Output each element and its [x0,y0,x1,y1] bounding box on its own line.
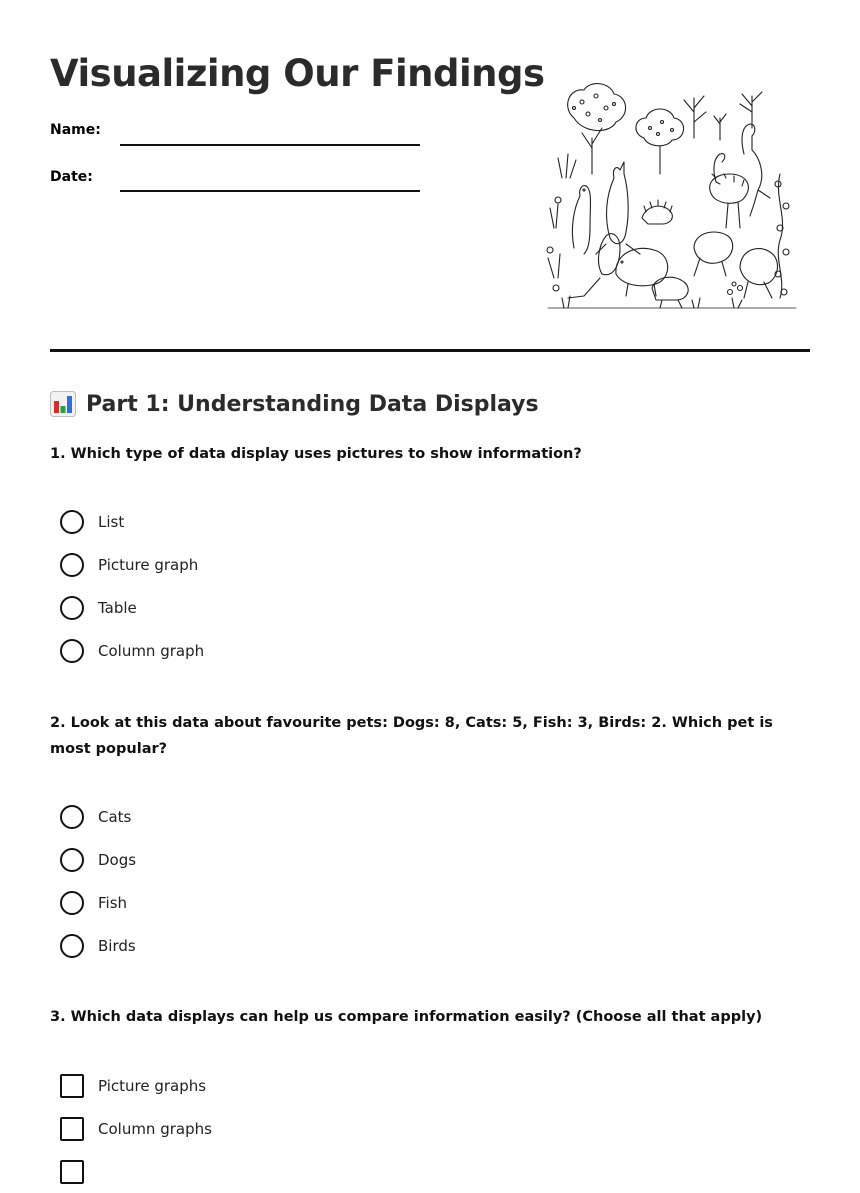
question-3-options [60,1064,212,1193]
option-dogs[interactable] [60,838,136,881]
option-cats[interactable] [60,795,136,838]
worksheet-title: Visualizing Our Findings [50,52,545,95]
radio-button[interactable] [60,805,84,829]
date-label: Date: [50,169,93,185]
option-table[interactable] [60,586,204,629]
option-label: Birds [98,936,136,955]
option-label: Fish [98,893,128,912]
question-3: 3. Which data displays can help us compare information easily? (Choose all that apply) [50,1009,763,1025]
option-label: Table [98,598,137,617]
option-birds[interactable] [60,924,136,967]
option-label: Cats [98,807,132,826]
section-divider [50,349,810,352]
date-input-line[interactable] [120,190,420,192]
option-label: Picture graphs [98,1076,207,1095]
question-1-options [60,500,204,672]
option-list[interactable] [60,500,204,543]
question-2-options [60,795,136,967]
animals-illustration [544,78,800,314]
option-column-graphs[interactable] [60,1107,212,1150]
option-label: Column graphs [98,1119,212,1138]
part1-title: Part 1: Understanding Data Displays [86,391,539,417]
option-picture-graph[interactable] [60,543,204,586]
option-partial-next[interactable] [60,1150,212,1193]
question-1: 1. Which type of data display uses pictures to show information? [50,446,582,462]
radio-button[interactable] [60,553,84,577]
option-column-graph[interactable] [60,629,204,672]
option-picture-graphs[interactable] [60,1064,212,1107]
radio-button[interactable] [60,510,84,534]
radio-button[interactable] [60,934,84,958]
radio-button[interactable] [60,891,84,915]
checkbox[interactable] [60,1160,84,1184]
radio-button[interactable] [60,596,84,620]
name-label: Name: [50,122,101,138]
radio-button[interactable] [60,639,84,663]
question-2: 2. Look at this data about favourite pets: Dogs: 8, Cats: 5, Fish: 3, Birds: 2. Which pet is most popular? [50,715,773,757]
option-fish[interactable] [60,881,136,924]
checkbox[interactable] [60,1117,84,1141]
name-input-line[interactable] [120,144,420,146]
bar-chart-icon [50,391,76,417]
option-label: Column graph [98,641,205,660]
radio-button[interactable] [60,848,84,872]
part1-heading [50,388,539,420]
option-label: List [98,512,125,531]
option-label: Picture graph [98,555,199,574]
checkbox[interactable] [60,1074,84,1098]
option-label: Dogs [98,850,137,869]
